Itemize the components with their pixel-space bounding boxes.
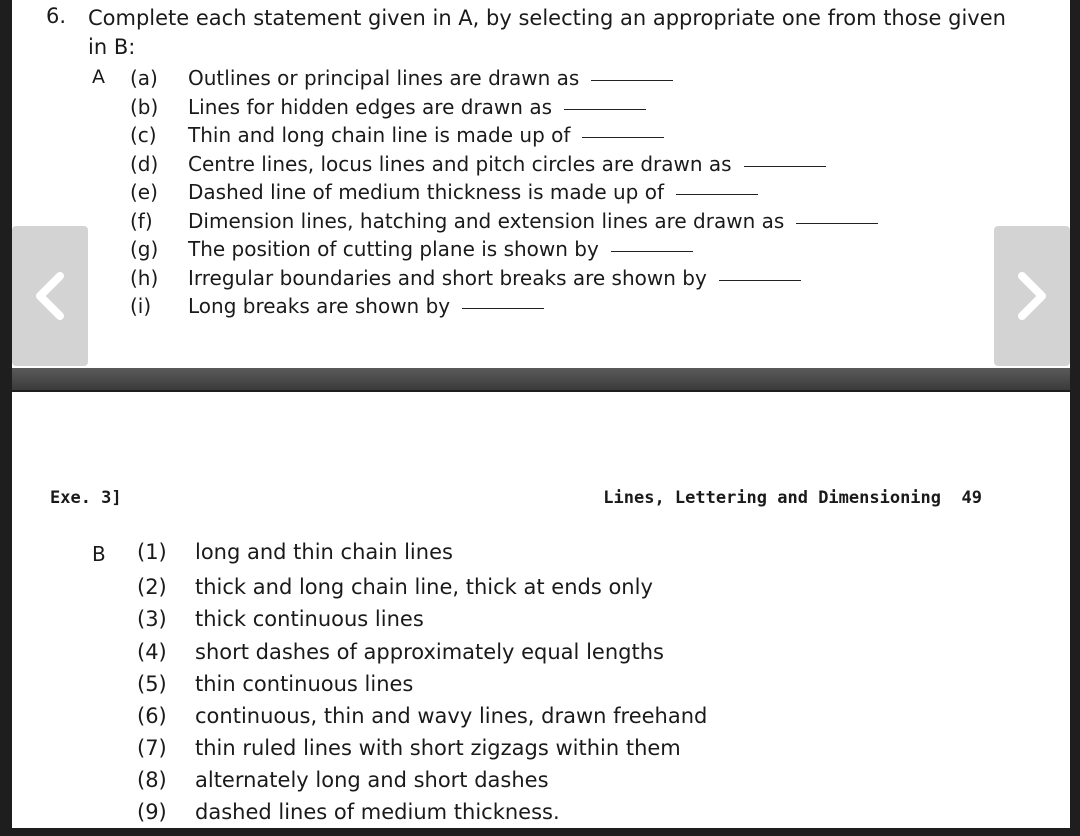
answer-blank [582, 137, 664, 138]
answer-blank [719, 280, 801, 281]
page-header-left: Exe. 3] [50, 488, 122, 508]
answer-blank [564, 109, 646, 110]
answer-blank [796, 223, 878, 224]
item-text: The position of cutting plane is shown by [188, 237, 599, 261]
previous-page-button[interactable] [12, 226, 88, 366]
item-text: Dimension lines, hatching and extension lines are drawn as [188, 209, 785, 233]
item-label: (c) [130, 123, 157, 147]
column-a-label: A [92, 66, 105, 88]
item-text: Dashed line of medium thickness is made up of [188, 180, 665, 204]
item-text: short dashes of approximately equal lengths [195, 640, 664, 664]
question-number: 6. [46, 4, 67, 28]
item-label: (f) [130, 209, 153, 233]
item-text: thick and long chain line, thick at ends only [195, 575, 653, 599]
item-label: (5) [137, 672, 167, 696]
item-text: Long breaks are shown by [188, 294, 451, 318]
item-label: (a) [130, 66, 158, 90]
page-header-right [603, 488, 982, 508]
item-label: (h) [130, 266, 159, 290]
running-title: Lines, Lettering and Dimensioning [603, 488, 942, 508]
question-text: Complete each statement given in A, by selecting an appropriate one from those given in B: [88, 6, 1006, 59]
next-page-button[interactable] [994, 226, 1070, 366]
answer-blank [676, 194, 758, 195]
item-text: Outlines or principal lines are drawn as [188, 66, 580, 90]
item-label: (1) [137, 540, 167, 564]
page-bottom [12, 392, 1070, 828]
item-text: thick continuous lines [195, 607, 424, 631]
item-label: (6) [137, 704, 167, 728]
item-text: thin continuous lines [195, 672, 414, 696]
chevron-left-icon [30, 268, 70, 324]
page-number: 49 [961, 488, 982, 508]
item-text: long and thin chain lines [195, 540, 453, 564]
item-label: (i) [130, 294, 152, 318]
item-label: (8) [137, 768, 167, 792]
item-label: (9) [137, 800, 167, 824]
answer-blank [591, 80, 673, 81]
item-label: (3) [137, 607, 167, 631]
item-text: Thin and long chain line is made up of [188, 123, 571, 147]
answer-blank [611, 251, 693, 252]
item-label: (e) [130, 180, 158, 204]
item-text: alternately long and short dashes [195, 768, 549, 792]
item-label: (d) [130, 152, 159, 176]
column-b-label: B [92, 542, 106, 566]
item-text: dashed lines of medium thickness. [195, 800, 560, 824]
item-text: continuous, thin and wavy lines, drawn freehand [195, 704, 708, 728]
item-text: thin ruled lines with short zigzags within them [195, 736, 681, 760]
item-text: Centre lines, locus lines and pitch circles are drawn as [188, 152, 732, 176]
page-divider [12, 368, 1070, 390]
chevron-right-icon [1012, 268, 1052, 324]
answer-blank [462, 308, 544, 309]
item-text: Lines for hidden edges are drawn as [188, 95, 552, 119]
item-label: (g) [130, 237, 159, 261]
item-label: (4) [137, 640, 167, 664]
item-label: (2) [137, 575, 167, 599]
answer-blank [744, 166, 826, 167]
item-label: (b) [130, 95, 159, 119]
page-top [12, 0, 1070, 368]
item-text: Irregular boundaries and short breaks are shown by [188, 266, 707, 290]
item-label: (7) [137, 736, 167, 760]
